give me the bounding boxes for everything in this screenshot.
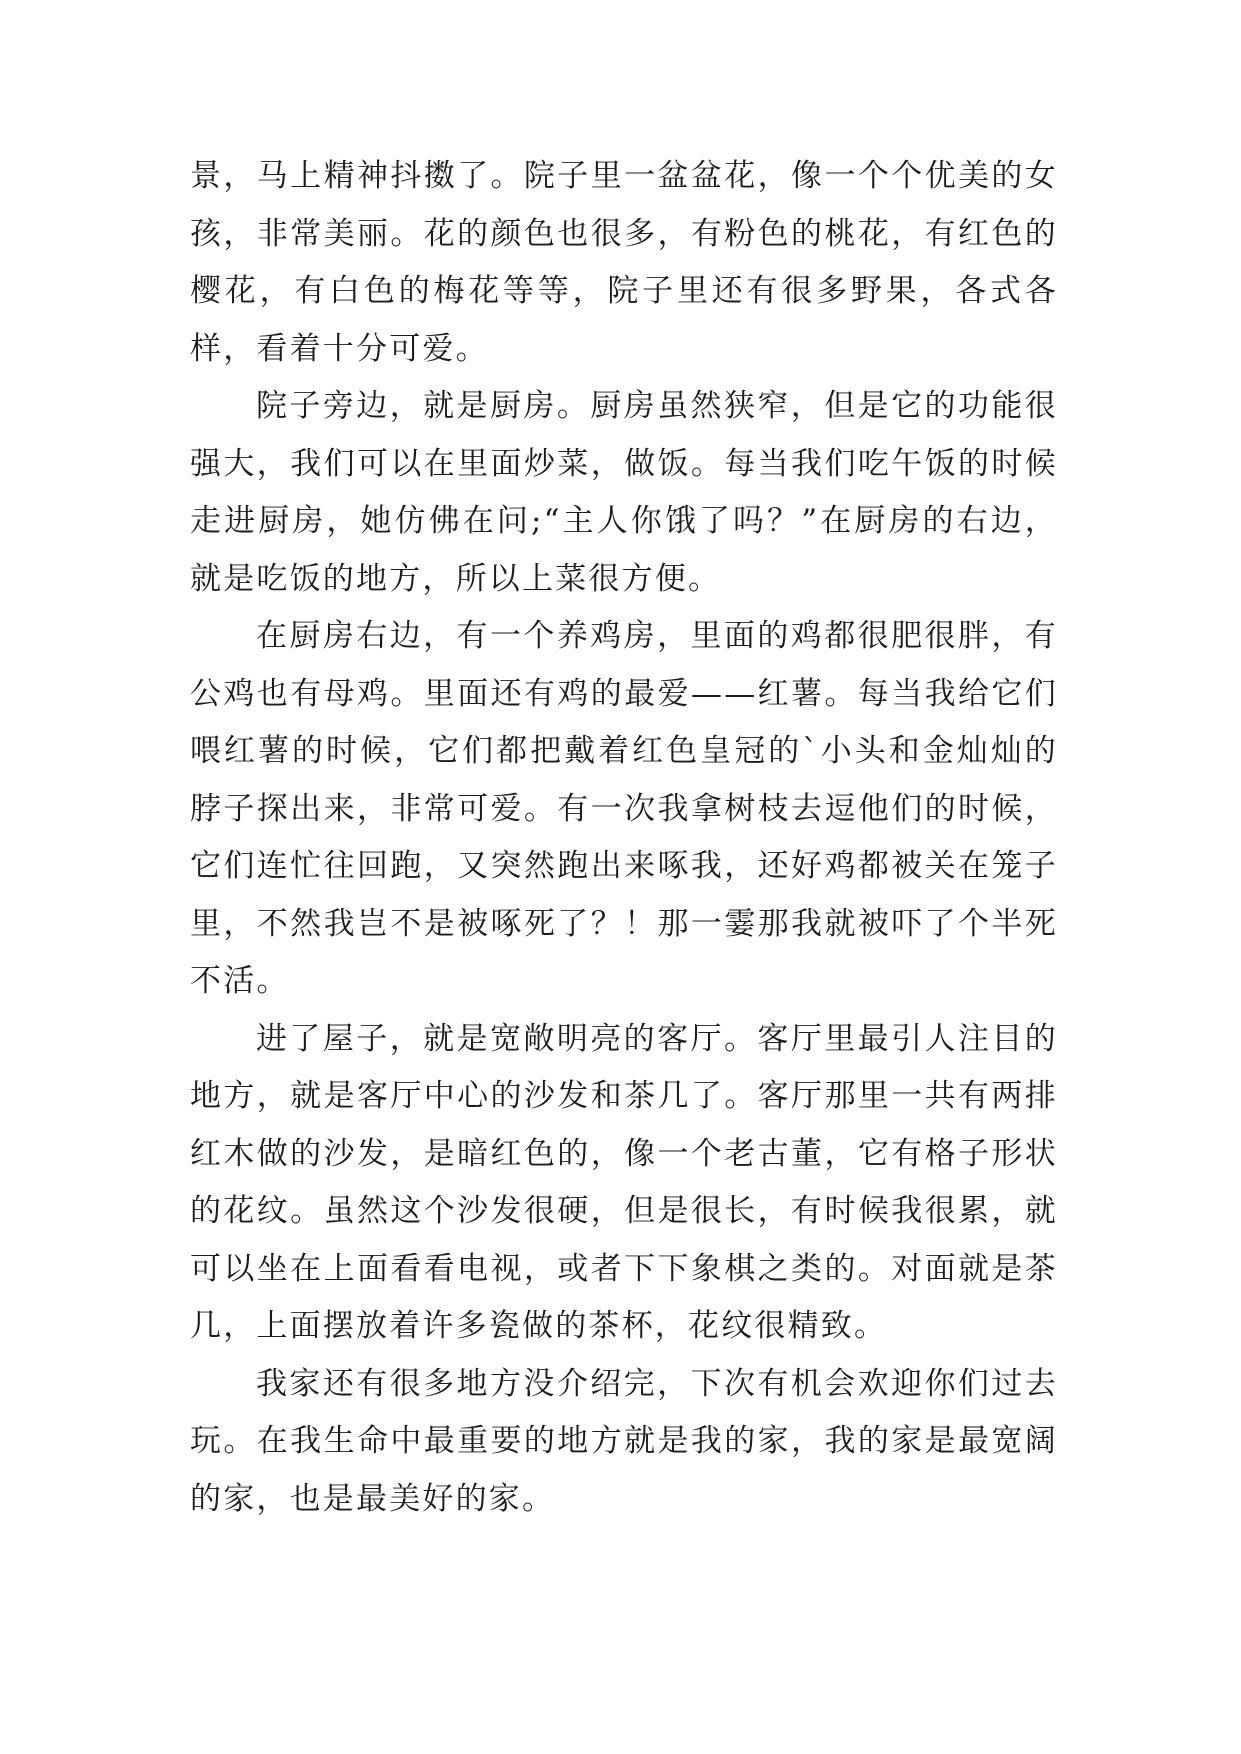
paragraph-living-room: 进了屋子，就是宽敞明亮的客厅。客厅里最引人注目的地方，就是客厅中心的沙发和茶几了。客厅那里一共有两排红木做的沙发，是暗红色的，像一个老古董，它有格子形状的花纹。虽然这个沙发很硬，但是很长，有时候我很累，就可以坐在上面看看电视，或者下下象棋之类的。对面就是茶几，上面摆放着许多瓷做的茶杯，花纹很精致。 <box>190 1020 1058 1344</box>
paragraph-kitchen: 院子旁边，就是厨房。厨房虽然狭窄，但是它的功能很强大，我们可以在里面炒菜，做饭。每当我们吃午饭的时候走进厨房，她仿佛在问;“主人你饿了吗？”在厨房的右边，就是吃饭的地方，所以上菜很方便。 <box>190 388 1058 597</box>
paragraph-conclusion: 我家还有很多地方没介绍完，下次有机会欢迎你们过去玩。在我生命中最重要的地方就是我的家，我的家是最宽阔的家，也是最美好的家。 <box>190 1365 1058 1517</box>
document-page <box>190 148 1058 1528</box>
paragraph-chicken-coop: 在厨房右边，有一个养鸡房，里面的鸡都很肥很胖，有公鸡也有母鸡。里面还有鸡的最爱——红薯。每当我给它们喂红薯的时候，它们都把戴着红色皇冠的`小头和金灿灿的脖子探出来，非常可爱。有一次我拿树枝去逗他们的时候，它们连忙往回跑，又突然跑出来啄我，还好鸡都被关在笼子里，不然我岂不是被啄死了？！那一霎那我就被吓了个半死不活。 <box>190 618 1058 999</box>
paragraph-garden-flowers: 景，马上精神抖擞了。院子里一盆盆花，像一个个优美的女孩，非常美丽。花的颜色也很多，有粉色的桃花，有红色的樱花，有白色的梅花等等，院子里还有很多野果，各式各样，看着十分可爱。 <box>190 158 1058 367</box>
